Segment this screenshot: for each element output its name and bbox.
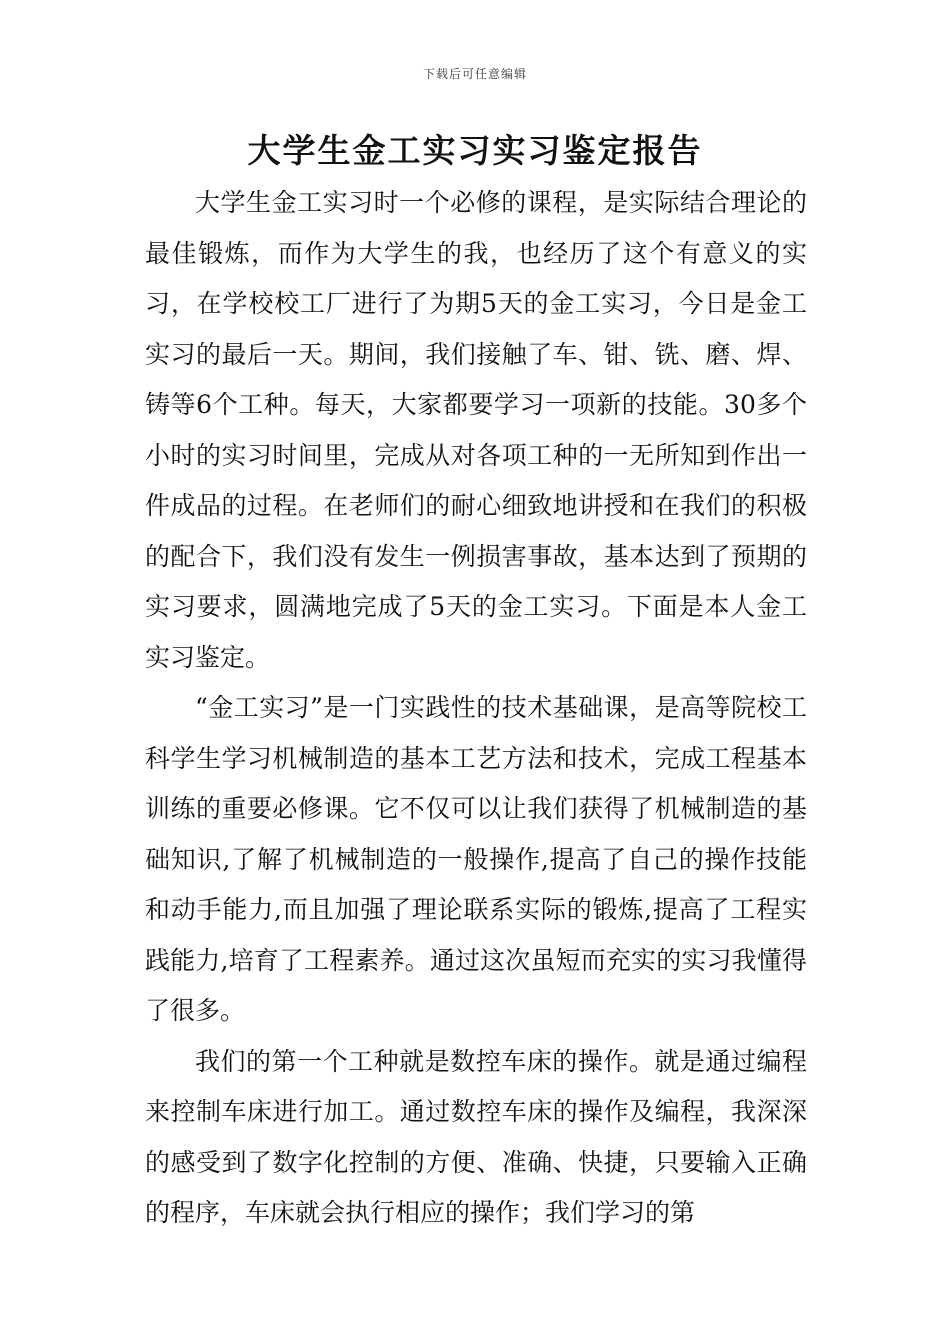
paragraph: “金工实习”是一门实践性的技术基础课，是高等院校工科学生学习机械制造的基本工艺方法和技术，完成工程基本训练的重要必修课。它不仅可以让我们获得了机械制造的基础知识,了解了机械制造的一般操作,提高了自己的操作技能和动手能力,而且加强了理论联系实际的锻炼,提高了工程实践能力,培育了工程素养。通过这次虽短而充实的实习我懂得了很多。 bbox=[145, 693, 807, 1025]
document-body bbox=[145, 178, 807, 1239]
header-note: 下载后可任意编辑 bbox=[422, 67, 527, 81]
document-title: 大学生金工实习实习鉴定报告 bbox=[247, 131, 703, 170]
paragraph: 大学生金工实习时一个必修的课程，是实际结合理论的最佳锻炼，而作为大学生的我，也经历了这个有意义的实习，在学校校工厂进行了为期5天的金工实习，今日是金工实习的最后一天。期间，我们接触了车、钳、铣、磨、焊、铸等6个工种。每天，大家都要学习一项新的技能。30多个小时的实习时间里，完成从对各项工种的一无所知到作出一件成品的过程。在老师们的耐心细致地讲授和在我们的积极的配合下，我们没有发生一例损害事故，基本达到了预期的实习要求，圆满地完成了5天的金工实习。下面是本人金工实习鉴定。 bbox=[145, 188, 807, 672]
paragraph: 我们的第一个工种就是数控车床的操作。就是通过编程来控制车床进行加工。通过数控车床的操作及编程，我深深的感受到了数字化控制的方便、准确、快捷，只要输入正确的程序，车床就会执行相应的操作；我们学习的第 bbox=[145, 1046, 807, 1227]
